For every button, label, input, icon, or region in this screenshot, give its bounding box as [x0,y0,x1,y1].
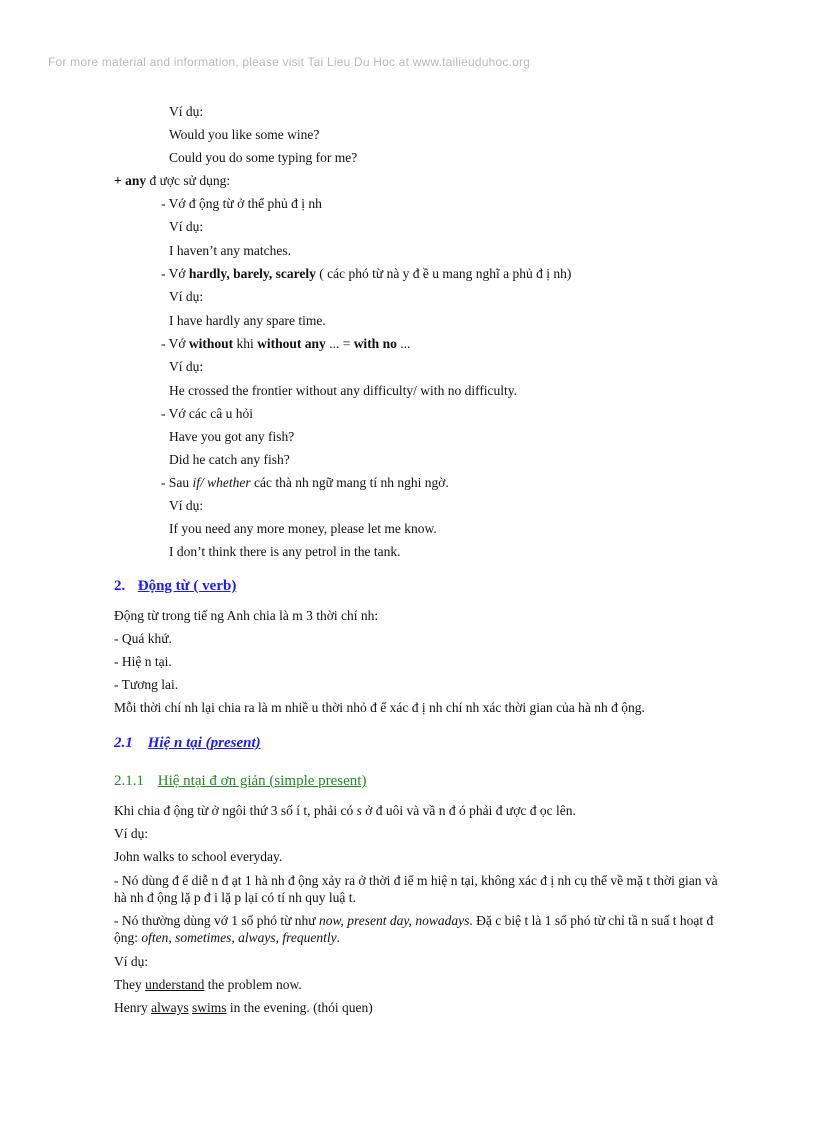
rule-if-whether [161,475,449,491]
example-line: If you need any more money, please let me know. [169,521,437,536]
bold-adverbs: hardly, barely, scarely [188,266,316,281]
subsubsection-title: Hiệ ntại đ ơn giản (simple present) [157,773,367,789]
subsubsection-number: 2.1.1 [114,773,144,789]
rule-negative-verb: - Vớ đ ộng từ ở thể phủ đ ị nh [161,196,322,211]
paragraph: Mỗi thời chí nh lại chia ra là m nhiề u thời nhỏ đ ể xác đ ị nh chí nh xác thời gian của hà nh đ ộng. [114,700,645,715]
underlined-verb: swims [192,1000,227,1015]
rule-text: - Nó thường dùng vớ 1 số phó từ như [114,913,316,928]
rule-prefix: - Sau [161,475,190,490]
example-text: in the evening. (thói quen) [229,1000,373,1015]
rule-text: Khi chia đ ộng từ ở ngôi thứ 3 số í t, phải có [114,803,354,818]
example-line: He crossed the frontier without any difficulty/ with no difficulty. [169,383,518,398]
example-line: I haven’t any matches. [169,243,291,258]
rule-note: các thà nh ngữ mang tí nh nghi ngờ. [254,475,449,490]
vidu-label: Ví dụ: [114,954,149,969]
example-line: Could you do some typing for me? [169,150,358,165]
bold-without-any: without any [257,336,326,351]
rule-without [161,336,410,352]
list-item: - Quá khứ. [114,631,172,646]
list-item: - Hiệ n tại. [114,654,172,669]
paragraph: Động từ trong tiế ng Anh chia là m 3 thời chí nh: [114,608,379,623]
rule-mid: khi [236,336,254,351]
rule-note: ( các phó từ nà y đ ề u mang nghĩ a phủ đ ị nh) [319,266,572,281]
example-line: I have hardly any spare time. [169,313,326,328]
example-line: I don’t think there is any petrol in the tank. [169,544,401,559]
any-used-text: đ ược sử dụng: [149,173,231,188]
underlined-adverb: always [151,1000,189,1015]
rule-hardly [161,266,571,282]
subsection-number: 2.1 [114,735,133,751]
italic-s: s [356,803,362,818]
italic-adverbs: now, present day, nowadays [318,913,470,928]
example-line [114,977,302,993]
watermark-header: For more material and information, please visit Tai Lieu Du Hoc at www.tailieuduhoc.org [48,55,531,69]
bold-with-no: with no [353,336,397,351]
example-line: Have you got any fish? [169,429,295,444]
paragraph: - Nó dùng đ ể diễ n đ ạt 1 hà nh đ ộng xảy ra ở thời đ iể m hiệ n tại, không xác đ ị nh cụ thể về mặ t thời gian và hà nh đ ộng lặ p đ i lặ p lại có tí nh quy luậ t. [114,873,718,905]
italic-frequency-adverbs: often, sometimes, always, frequently [141,930,337,945]
section-heading-verb [114,578,236,595]
italic-if-whether: if/ whether [192,475,251,490]
vidu-label: Ví dụ: [169,359,204,374]
rule-question: - Vớ các câ u hỏi [161,406,253,421]
paragraph [114,912,726,946]
any-keyword: any [125,173,147,188]
list-item: - Tương lai. [114,677,179,692]
underlined-verb: understand [145,977,205,992]
bold-without: without [188,336,234,351]
example-text: the problem now. [207,977,302,992]
vidu-label: Ví dụ: [169,104,204,119]
rule-text: . Đặ c biệ t là 1 số phó từ chỉ tầ n suấ t hoạt đ ộng: [114,913,714,945]
example-text: They [114,977,142,992]
subsubsection-heading-simple-present [114,773,366,790]
equals-text: ... = [329,336,351,351]
example-line: Did he catch any fish? [169,452,290,467]
vidu-label: Ví dụ: [169,289,204,304]
vidu-label: Ví dụ: [169,219,204,234]
example-line: Would you like some wine? [169,127,320,142]
example-line: John walks to school everyday. [114,849,283,864]
rule-prefix: - Vớ [161,336,186,351]
trailing-dots: ... [400,336,411,351]
vidu-label: Ví dụ: [169,498,204,513]
any-usage-heading [114,173,230,189]
period: . [336,930,340,945]
example-line [114,1000,373,1016]
section-title: Động từ ( verb) [137,578,237,594]
plus-sign: + [114,173,122,188]
subsection-title: Hiệ n tại (present) [147,735,261,751]
rule-text: ở đ uôi và vầ n đ ó phải đ ược đ ọc lên. [365,803,576,818]
subsection-heading-present [114,735,261,752]
vidu-label: Ví dụ: [114,826,149,841]
section-number: 2. [114,578,126,594]
paragraph [114,803,576,819]
rule-prefix: - Vớ [161,266,186,281]
example-text: Henry [114,1000,148,1015]
